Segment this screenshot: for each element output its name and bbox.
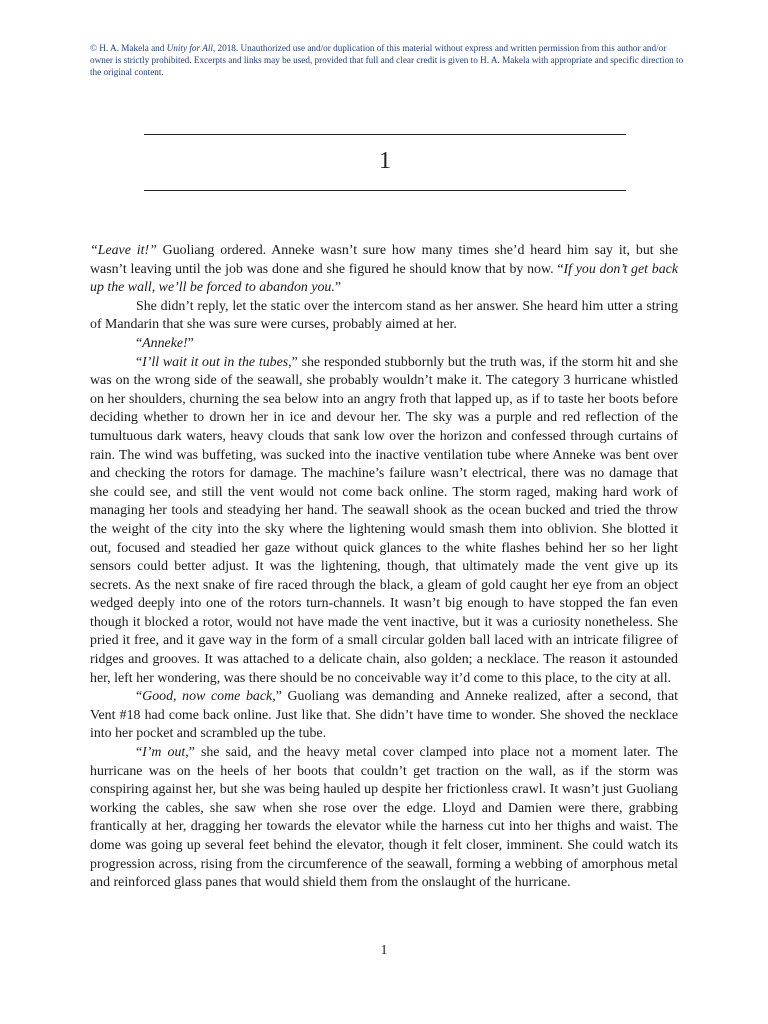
paragraph-text: ,” Guoliang was demanding and Anneke realized, after a second, that Vent #18 had come back online. Just like that. She didn’t have time to wonder. She shoved the necklace into her pocket and scrambled up the tube.	[90, 689, 678, 742]
paragraph-text: Guoliang ordered. Anneke wasn’t sure how many times she’d heard him say it, but she wasn’t leaving until the job was done and she figured he should know that by now. “	[90, 243, 678, 277]
dialogue-italic-text: If you don’t get back up the wall, we’ll be forced to abandon you.	[90, 261, 678, 296]
copyright-text-start: © H. A. Makela and	[90, 43, 167, 53]
dialogue-italic-text: Good, now come back	[142, 689, 273, 705]
chapter-top-rule	[144, 134, 626, 135]
paragraph-text: ”	[334, 280, 342, 296]
chapter-number: 1	[379, 148, 391, 174]
body-paragraph	[90, 744, 678, 893]
body-paragraph	[90, 335, 678, 354]
copyright-notice	[90, 42, 690, 78]
paragraph-text: ,” she said, and the heavy metal cover clamped into place not a moment later. The hurricane was on the heels of her boots that couldn’t get traction on the wall, as if the storm was conspiring against her, but she was being hauled up despite her frictionless crawl. It wasn’t just Guoliang working the cables, she saw when she rose over the edge. Lloyd and Damien were there, grabbing frantically at her, dragging her towards the elevator while the harness cut into her thighs and waist. The dome was going up several feet behind the elevator, though it felt closer, imminent. She could watch its progression across, rising from the circumference of the seawall, forming a webbing of amorphous metal and reinforced glass panes that would shield them from the onslaught of the hurricane.	[90, 745, 678, 891]
copyright-text-rest: , 2018. Unauthorized use and/or duplication of this material without express and written permission from this author and/or owner is strictly prohibited. Excerpts and links may be used, provided that full and clear credit is given to H. A. Makela with appropriate and specific direction to the original content.	[90, 43, 684, 77]
paragraph-text: ,” she responded stubbornly but the truth was, if the storm hit and she was on the wrong side of the seawall, she probably wouldn’t make it. The category 3 hurricane whistled on her shoulders, churning the sea below into an angry froth that lapped up, as if to taste her boots before deciding whether to drown her in ice and devour her. The sky was a purple and red reflection of the tumultuous dark waters, heavy clouds that sank low over the horizon and confessed through curtains of rain. The wind was buffeting, was sucked into the inactive ventilation tube where Anneke was bent over and checking the rotors for damage. The machine’s failure wasn’t electrical, there was no damage that she could see, and still the vent would not come back online. The storm raged, making hard work of managing her tools and steadying her hand. The seawall shook as the ocean bucked and tried the throw the weight of the city into the sky where the lightening would smash them into oblivion. She blotted it out, focused and steadied her gaze without quick glances to the white flashes behind her so her light sensors could better adjust. It was the lightening, though, that ultimately made the vent give up its secrets. As the next snake of fire raced through the black, a gleam of gold caught her eye from an object wedged deeply into one of the rotors turn-channels. It wasn’t big enough to have stopped the fan even though it blocked a rotor, would not have made the vent inactive, but it was a curiosity nonetheless. She pried it free, and it gave way in the form of a small circular golden ball laced with an intricate filigree of ridges and grooves. It was attached to a delicate chain, also golden; a necklace. The reason it astounded her, left her wondering, was there should be no conceivable way it’d come to this place, to the city at all.	[90, 354, 678, 686]
chapter-body	[90, 242, 678, 893]
copyright-book-title: Unity for All	[166, 43, 213, 53]
dialogue-italic-text: Anneke!	[142, 335, 188, 351]
body-paragraph	[90, 688, 678, 744]
paragraph-text: “	[136, 335, 143, 351]
body-paragraph	[90, 354, 678, 689]
chapter-bottom-rule	[144, 190, 626, 191]
paragraph-text: “	[136, 354, 143, 370]
paragraph-text: ”	[187, 335, 194, 351]
paragraph-text: “	[136, 689, 143, 705]
paragraph-text: She didn’t reply, let the static over the intercom stand as her answer. She heard him utter a string of Mandarin that she was sure were curses, probably aimed at her.	[90, 298, 678, 333]
paragraph-text: “	[136, 745, 143, 761]
dialogue-italic-text: “Leave it!”	[90, 243, 157, 258]
body-paragraph	[90, 242, 678, 298]
page-number: 1	[380, 943, 388, 958]
dialogue-italic-text: I’ll wait it out in the tubes	[142, 354, 289, 370]
dialogue-italic-text: I’m out	[142, 745, 186, 761]
body-paragraph	[90, 298, 678, 335]
